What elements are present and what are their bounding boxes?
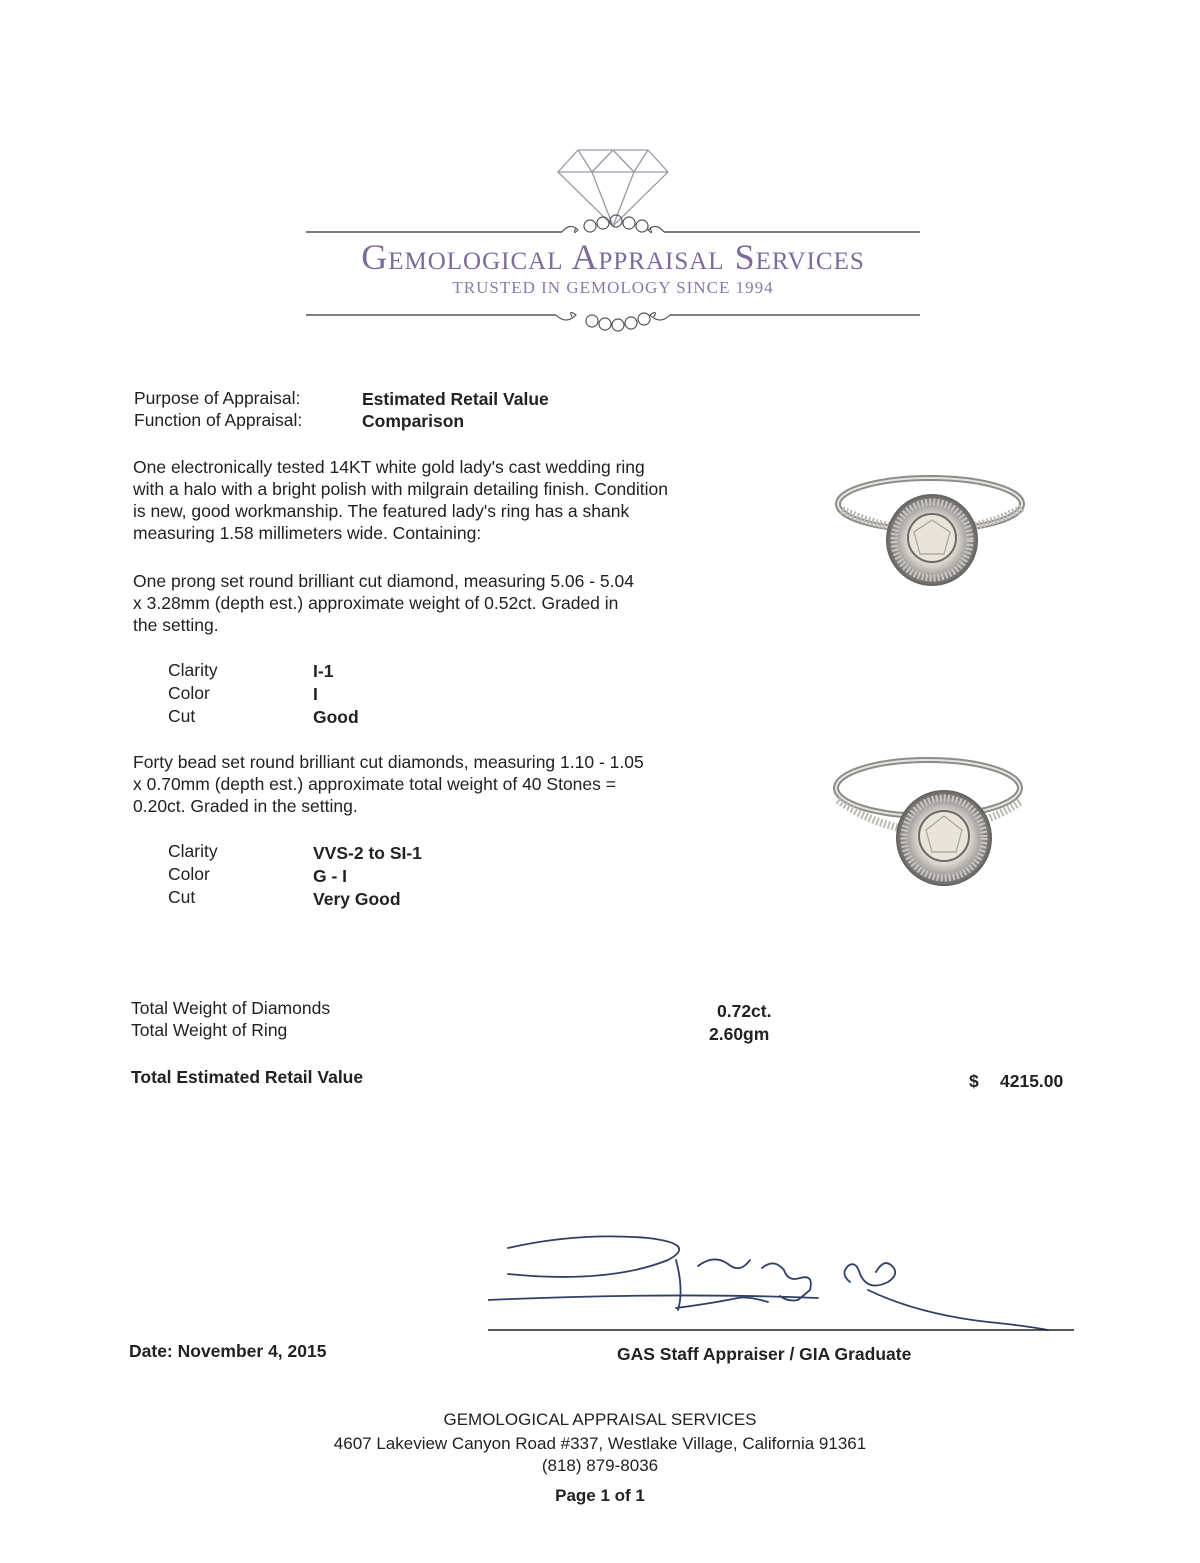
total-retail-value: 4215.00 bbox=[1000, 1071, 1064, 1091]
page-number: Page 1 of 1 bbox=[555, 1486, 645, 1505]
total-retail-label: Total Estimated Retail Value bbox=[131, 1067, 364, 1087]
grade-value: G - I bbox=[313, 866, 348, 886]
grade-value: I bbox=[313, 684, 318, 704]
grade-label: Cut bbox=[168, 887, 196, 907]
ring-photo-angled bbox=[828, 462, 1032, 592]
center-stone-line: One prong set round brilliant cut diamond, measuring 5.06 - 5.04 bbox=[133, 571, 634, 591]
appraisal-date: Date: November 4, 2015 bbox=[129, 1341, 327, 1361]
flourish-bottom-icon bbox=[556, 312, 670, 331]
description-line: One electronically tested 14KT white gold lady's cast wedding ring bbox=[133, 457, 645, 477]
grade-label: Color bbox=[168, 683, 210, 703]
grade-label: Cut bbox=[168, 706, 196, 726]
center-stone-line: the setting. bbox=[133, 615, 219, 635]
accent-stones-line: Forty bead set round brilliant cut diamonds, measuring 1.10 - 1.05 bbox=[133, 752, 644, 772]
purpose-label: Purpose of Appraisal: bbox=[134, 388, 301, 408]
signature bbox=[488, 1230, 1078, 1340]
description-line: is new, good workmanship. The featured lady's ring has a shank bbox=[133, 501, 630, 521]
appraiser-title: GAS Staff Appraiser / GIA Graduate bbox=[617, 1344, 912, 1364]
flourish-top-icon bbox=[562, 215, 664, 233]
diamond-icon bbox=[558, 150, 668, 226]
total-diamonds-value: 0.72ct. bbox=[717, 1001, 772, 1021]
accent-stones-description bbox=[133, 751, 753, 817]
currency-symbol: $ bbox=[969, 1071, 979, 1091]
center-stone-description bbox=[133, 570, 753, 636]
grade-value: I-1 bbox=[313, 661, 334, 681]
footer-address: 4607 Lakeview Canyon Road #337, Westlake Village, California 91361 bbox=[333, 1434, 867, 1453]
footer-company: GEMOLOGICAL APPRAISAL SERVICES bbox=[443, 1410, 757, 1429]
function-label: Function of Appraisal: bbox=[134, 410, 303, 430]
accent-stones-line: 0.20ct. Graded in the setting. bbox=[133, 796, 358, 816]
description-line: with a halo with a bright polish with milgrain detailing finish. Condition bbox=[133, 479, 669, 499]
description-line: measuring 1.58 millimeters wide. Containing: bbox=[133, 523, 482, 543]
total-ring-label: Total Weight of Ring bbox=[131, 1020, 288, 1040]
tagline: TRUSTED IN GEMOLOGY SINCE 1994 bbox=[452, 278, 774, 297]
grade-label: Clarity bbox=[168, 841, 218, 861]
center-stone-line: x 3.28mm (depth est.) approximate weight of 0.52ct. Graded in bbox=[133, 593, 619, 613]
grade-value: Very Good bbox=[313, 889, 401, 909]
function-value: Comparison bbox=[362, 411, 465, 431]
grade-value: Good bbox=[313, 707, 359, 727]
ring-photo-front bbox=[830, 752, 1034, 892]
grade-label: Color bbox=[168, 864, 210, 884]
footer-phone: (818) 879-8036 bbox=[541, 1456, 659, 1475]
purpose-value: Estimated Retail Value bbox=[362, 389, 549, 409]
grade-value: VVS-2 to SI-1 bbox=[313, 843, 422, 863]
company-name: Gemological Appraisal Services bbox=[361, 237, 865, 277]
grade-label: Clarity bbox=[168, 660, 218, 680]
ring-description bbox=[133, 456, 753, 544]
accent-stones-line: x 0.70mm (depth est.) approximate total weight of 40 Stones = bbox=[133, 774, 616, 794]
total-diamonds-label: Total Weight of Diamonds bbox=[131, 998, 331, 1018]
total-ring-value: 2.60gm bbox=[709, 1024, 770, 1044]
